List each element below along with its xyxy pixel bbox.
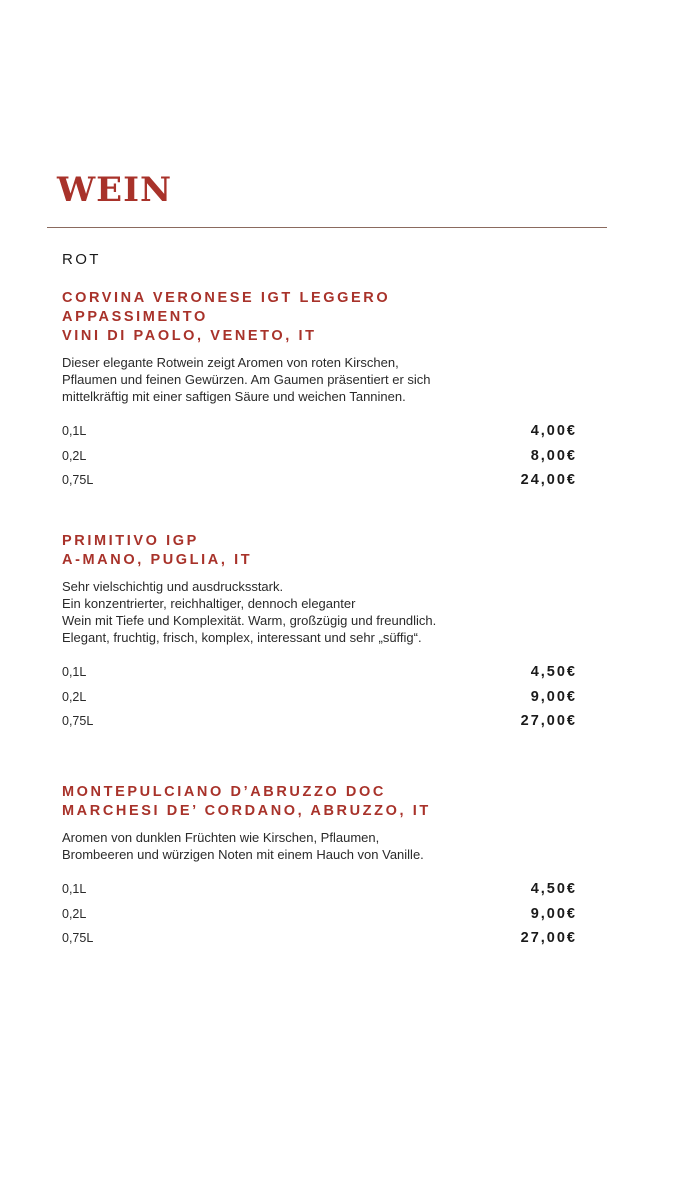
price-amount: 9,00€	[530, 688, 577, 705]
price-amount: 27,00€	[520, 713, 577, 729]
price-row	[62, 689, 577, 714]
wine-item-primitivo	[62, 532, 582, 738]
serving-size: 0,1L	[62, 665, 87, 679]
description-line: Dieser elegante Rotwein zeigt Aromen von roten Kirschen,	[62, 355, 399, 370]
wine-name-line: APPASSIMENTO	[62, 309, 208, 325]
price-list	[62, 881, 577, 955]
price-row	[62, 930, 577, 955]
wine-name-line: PRIMITIVO IGP	[62, 533, 199, 549]
wine-item-corvina	[62, 289, 582, 497]
price-amount: 9,00€	[530, 905, 577, 922]
description-line: Aromen von dunklen Früchten wie Kirschen, Pflaumen,	[62, 830, 380, 845]
wine-item-montepulciano	[62, 783, 582, 955]
wine-description	[62, 829, 582, 863]
wine-name	[62, 532, 582, 570]
description-line: Brombeeren und würzigen Noten mit einem Hauch von Vanille.	[62, 847, 424, 862]
serving-size: 0,2L	[62, 689, 87, 704]
wine-name	[62, 783, 582, 821]
price-row	[62, 472, 577, 497]
section-label-red: ROT	[62, 251, 101, 268]
serving-size: 0,2L	[62, 448, 87, 463]
divider	[47, 227, 607, 228]
price-amount: 4,00€	[530, 423, 577, 439]
description-line: Pflaumen und feinen Gewürzen. Am Gaumen präsentiert er sich	[62, 372, 431, 387]
price-amount: 8,00€	[530, 447, 577, 464]
wine-name-line: MARCHESI DE’ CORDANO, ABRUZZO, IT	[62, 803, 431, 819]
wine-name-line: VINI DI PAOLO, VENETO, IT	[62, 328, 317, 344]
wine-name-line: CORVINA VERONESE IGT LEGGERO	[62, 290, 391, 306]
serving-size: 0,75L	[62, 931, 94, 945]
price-amount: 4,50€	[530, 881, 577, 897]
serving-size: 0,1L	[62, 882, 87, 896]
price-list	[62, 423, 577, 497]
price-row	[62, 664, 577, 689]
price-row	[62, 906, 577, 931]
serving-size: 0,2L	[62, 906, 87, 921]
wine-name-line: A-MANO, PUGLIA, IT	[62, 552, 253, 568]
price-amount: 27,00€	[520, 930, 577, 946]
description-line: Ein konzentrierter, reichhaltiger, dennoch eleganter	[62, 596, 356, 611]
price-amount: 24,00€	[520, 472, 577, 488]
price-amount: 4,50€	[530, 664, 577, 680]
wine-description	[62, 578, 582, 646]
description-line: mittelkräftig mit einer saftigen Säure und weichen Tanninen.	[62, 389, 406, 404]
serving-size: 0,75L	[62, 473, 94, 487]
wine-name-line: MONTEPULCIANO D’ABRUZZO DOC	[62, 784, 386, 800]
price-list	[62, 664, 577, 738]
serving-size: 0,75L	[62, 714, 94, 728]
price-row	[62, 448, 577, 473]
wine-description	[62, 354, 582, 405]
description-line: Elegant, fruchtig, frisch, komplex, interessant und sehr „süffig“.	[62, 630, 422, 645]
price-row	[62, 881, 577, 906]
description-line: Sehr vielschichtig und ausdrucksstark.	[62, 579, 284, 594]
serving-size: 0,1L	[62, 424, 87, 438]
price-row	[62, 713, 577, 738]
description-line: Wein mit Tiefe und Komplexität. Warm, großzügig und freundlich.	[62, 613, 437, 628]
price-row	[62, 423, 577, 448]
page-title: WEIN	[57, 170, 173, 210]
wine-name	[62, 289, 582, 346]
